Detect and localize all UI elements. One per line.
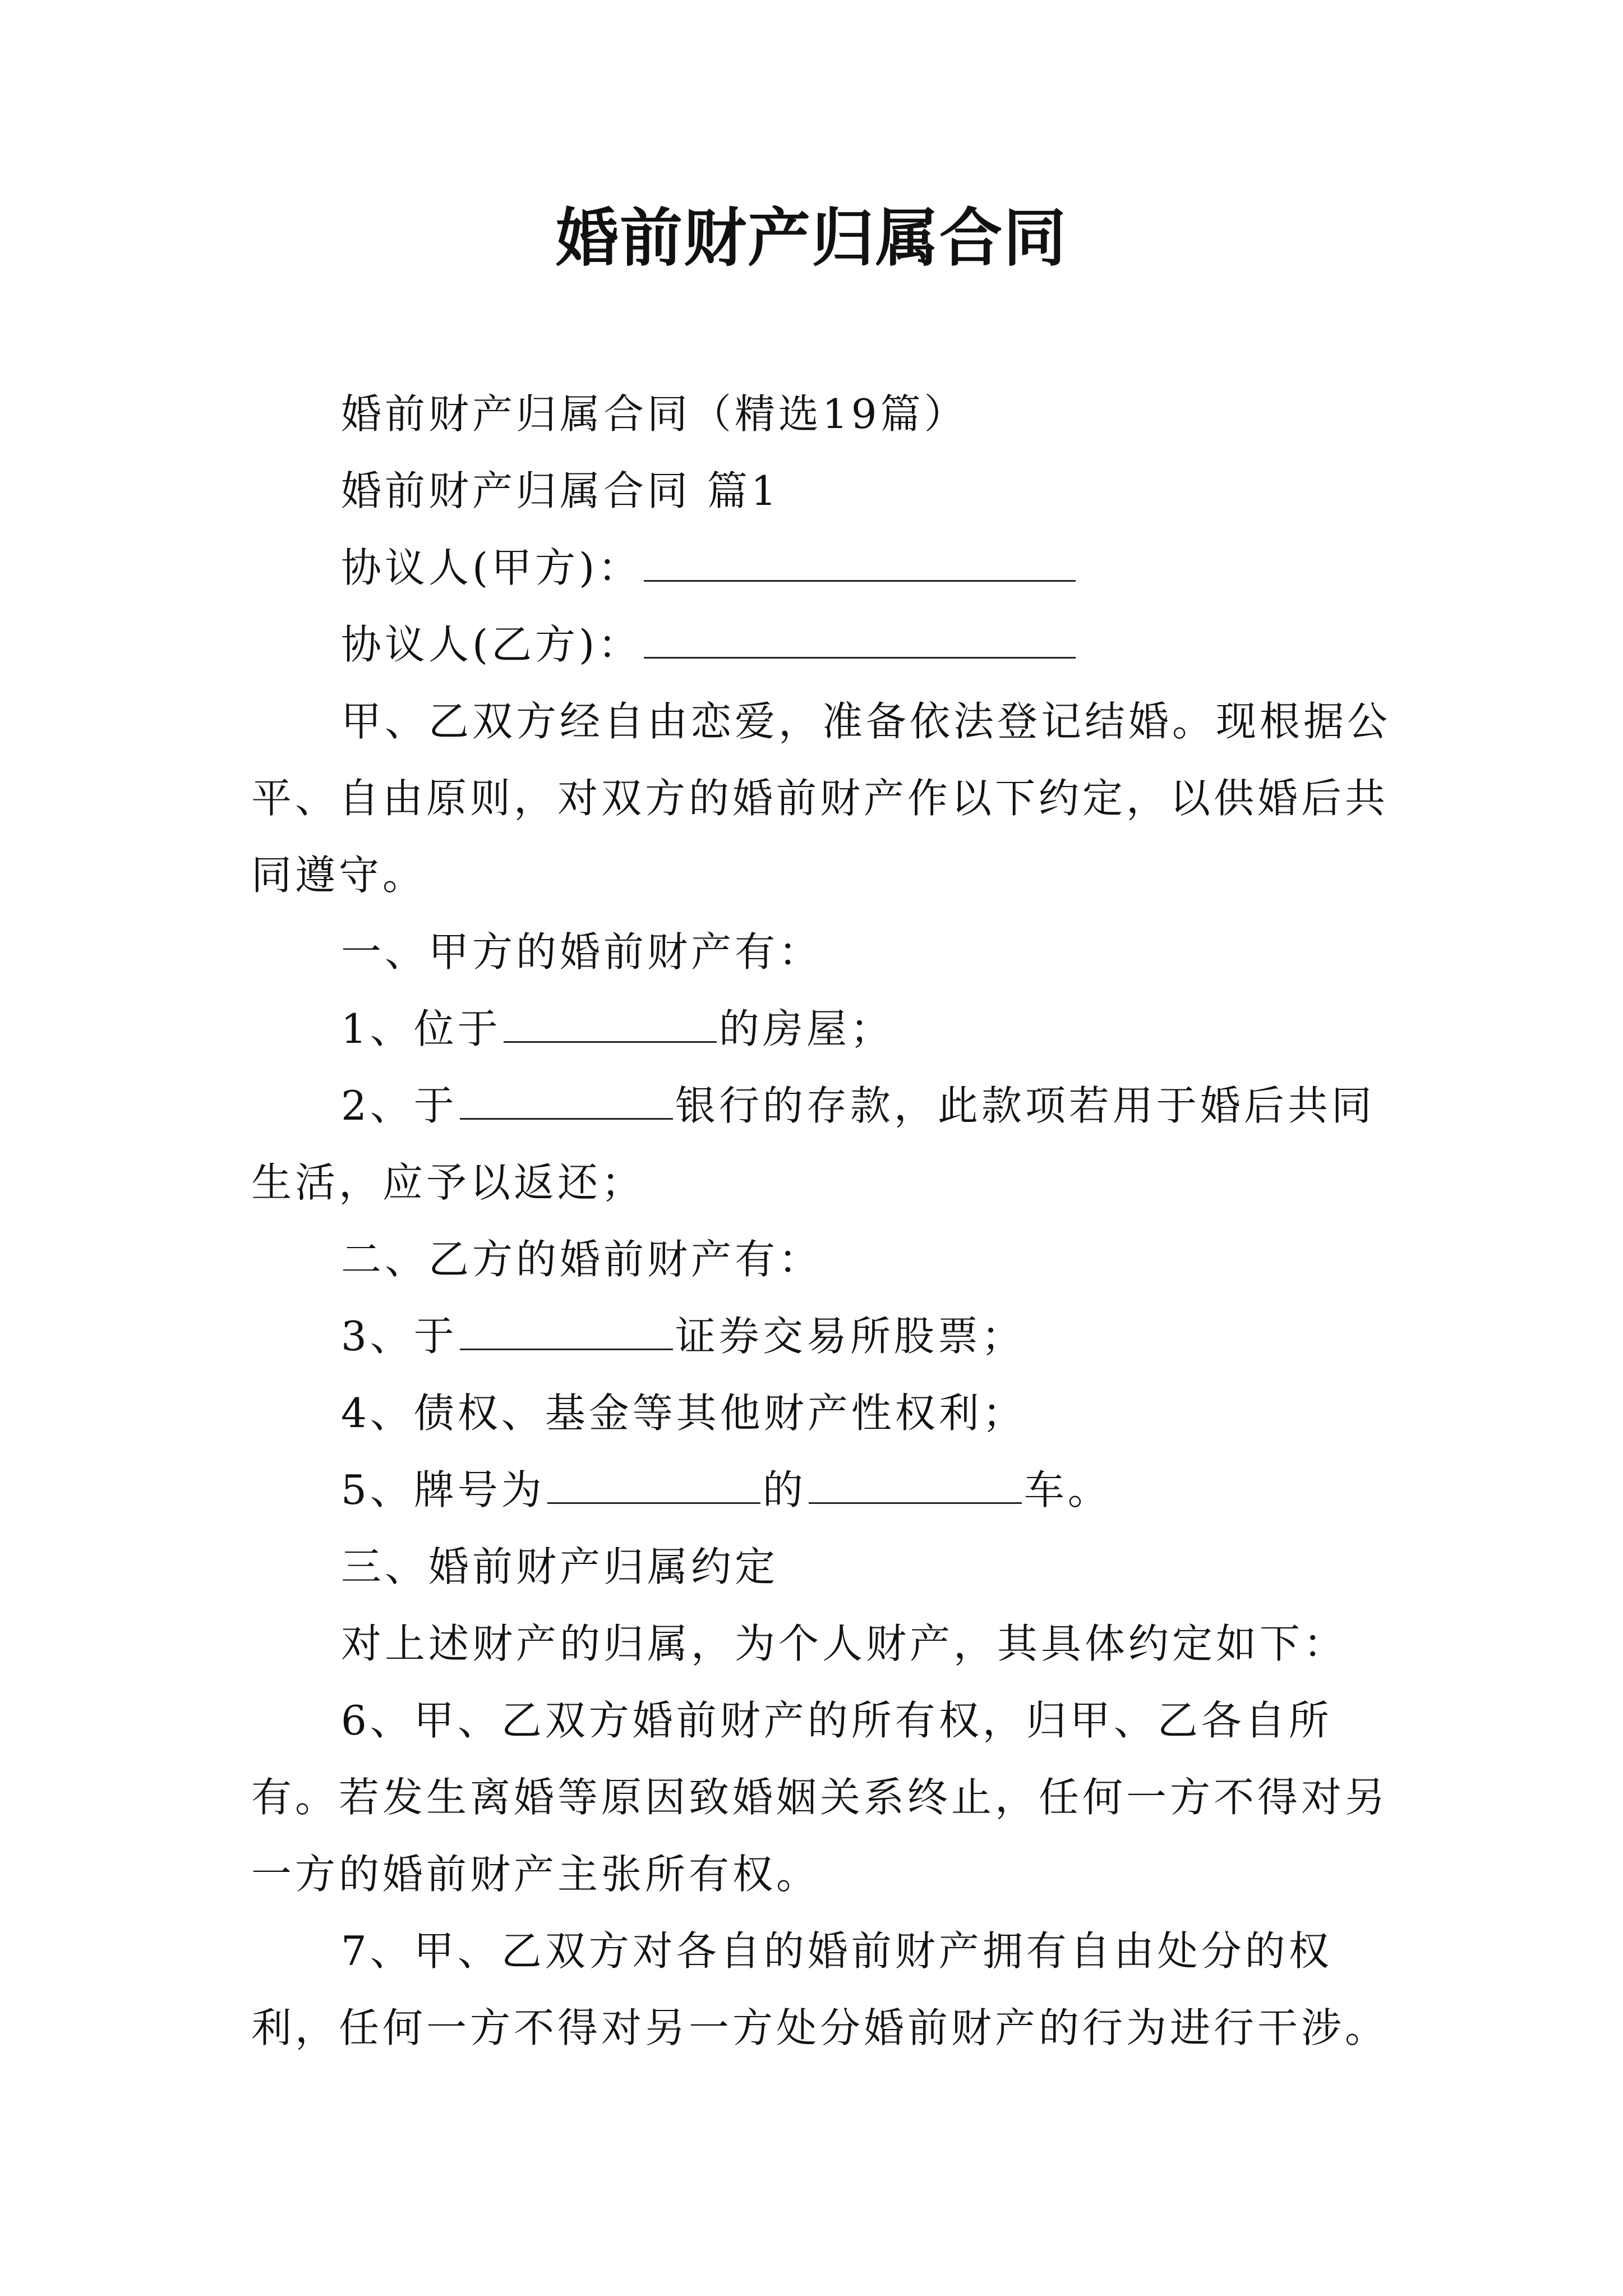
document-body [251,376,1395,2067]
item-1 [251,991,1395,1068]
item-3-prefix: 3、于 [341,1313,458,1360]
item-2 [251,1068,1395,1221]
item-3-blank[interactable] [460,1315,673,1350]
item-5-middle: 的 [762,1466,806,1513]
item-1-prefix: 1、位于 [341,1005,501,1052]
item-7: 7、甲、乙双方对各自的婚前财产拥有自由处分的权利，任何一方不得对另一方处分婚前财产的行为进行干涉。 [251,1927,1389,2051]
party-a-line [251,530,1395,606]
document-title: 婚前财产归属合同 [556,202,1067,275]
item-2-suffix: 银行的存款，此款项若用于婚后共同生活，应予以返还； [251,1082,1375,1206]
item-5-plate-blank[interactable] [547,1469,760,1504]
party-b-line [251,606,1395,683]
item-5-vehicle-blank[interactable] [809,1469,1022,1504]
section-2-heading: 二、乙方的婚前财产有： [341,1236,823,1283]
item-1-blank[interactable] [504,1007,717,1043]
item-5-suffix: 车。 [1023,1466,1112,1513]
subtitle: 婚前财产归属合同（精选19篇） [341,390,968,438]
item-2-blank[interactable] [460,1084,673,1120]
item-3-suffix: 证券交易所股票； [675,1313,1025,1360]
section-1-heading: 一、甲方的婚前财产有： [341,928,823,976]
section-3-heading: 三、婚前财产归属约定 [341,1543,779,1590]
item-3 [251,1298,1395,1375]
party-a-blank[interactable] [644,546,1076,582]
item-6: 6、甲、乙双方婚前财产的所有权，归甲、乙各自所有。若发生离婚等原因致婚姻关系终止，任何一方不得对另一方的婚前财产主张所有权。 [251,1697,1389,1898]
item-5-prefix: 5、牌号为 [341,1466,545,1513]
party-b-blank[interactable] [644,623,1076,659]
item-1-suffix: 的房屋； [718,1005,894,1052]
party-a-label: 协议人(甲方)： [341,544,642,591]
party-b-label: 协议人(乙方)： [341,621,642,668]
item-5 [251,1452,1395,1529]
section-3-intro: 对上述财产的归属，为个人财产，其具体约定如下： [341,1620,1348,1667]
item-2-prefix: 2、于 [341,1082,458,1129]
chapter-heading: 婚前财产归属合同 篇1 [341,467,780,514]
intro-paragraph: 甲、乙双方经自由恋爱，准备依法登记结婚。现根据公平、自由原则，对双方的婚前财产作以下约定，以供婚后共同遵守。 [251,698,1391,899]
item-4: 4、债权、基金等其他财产性权利； [341,1389,1026,1437]
